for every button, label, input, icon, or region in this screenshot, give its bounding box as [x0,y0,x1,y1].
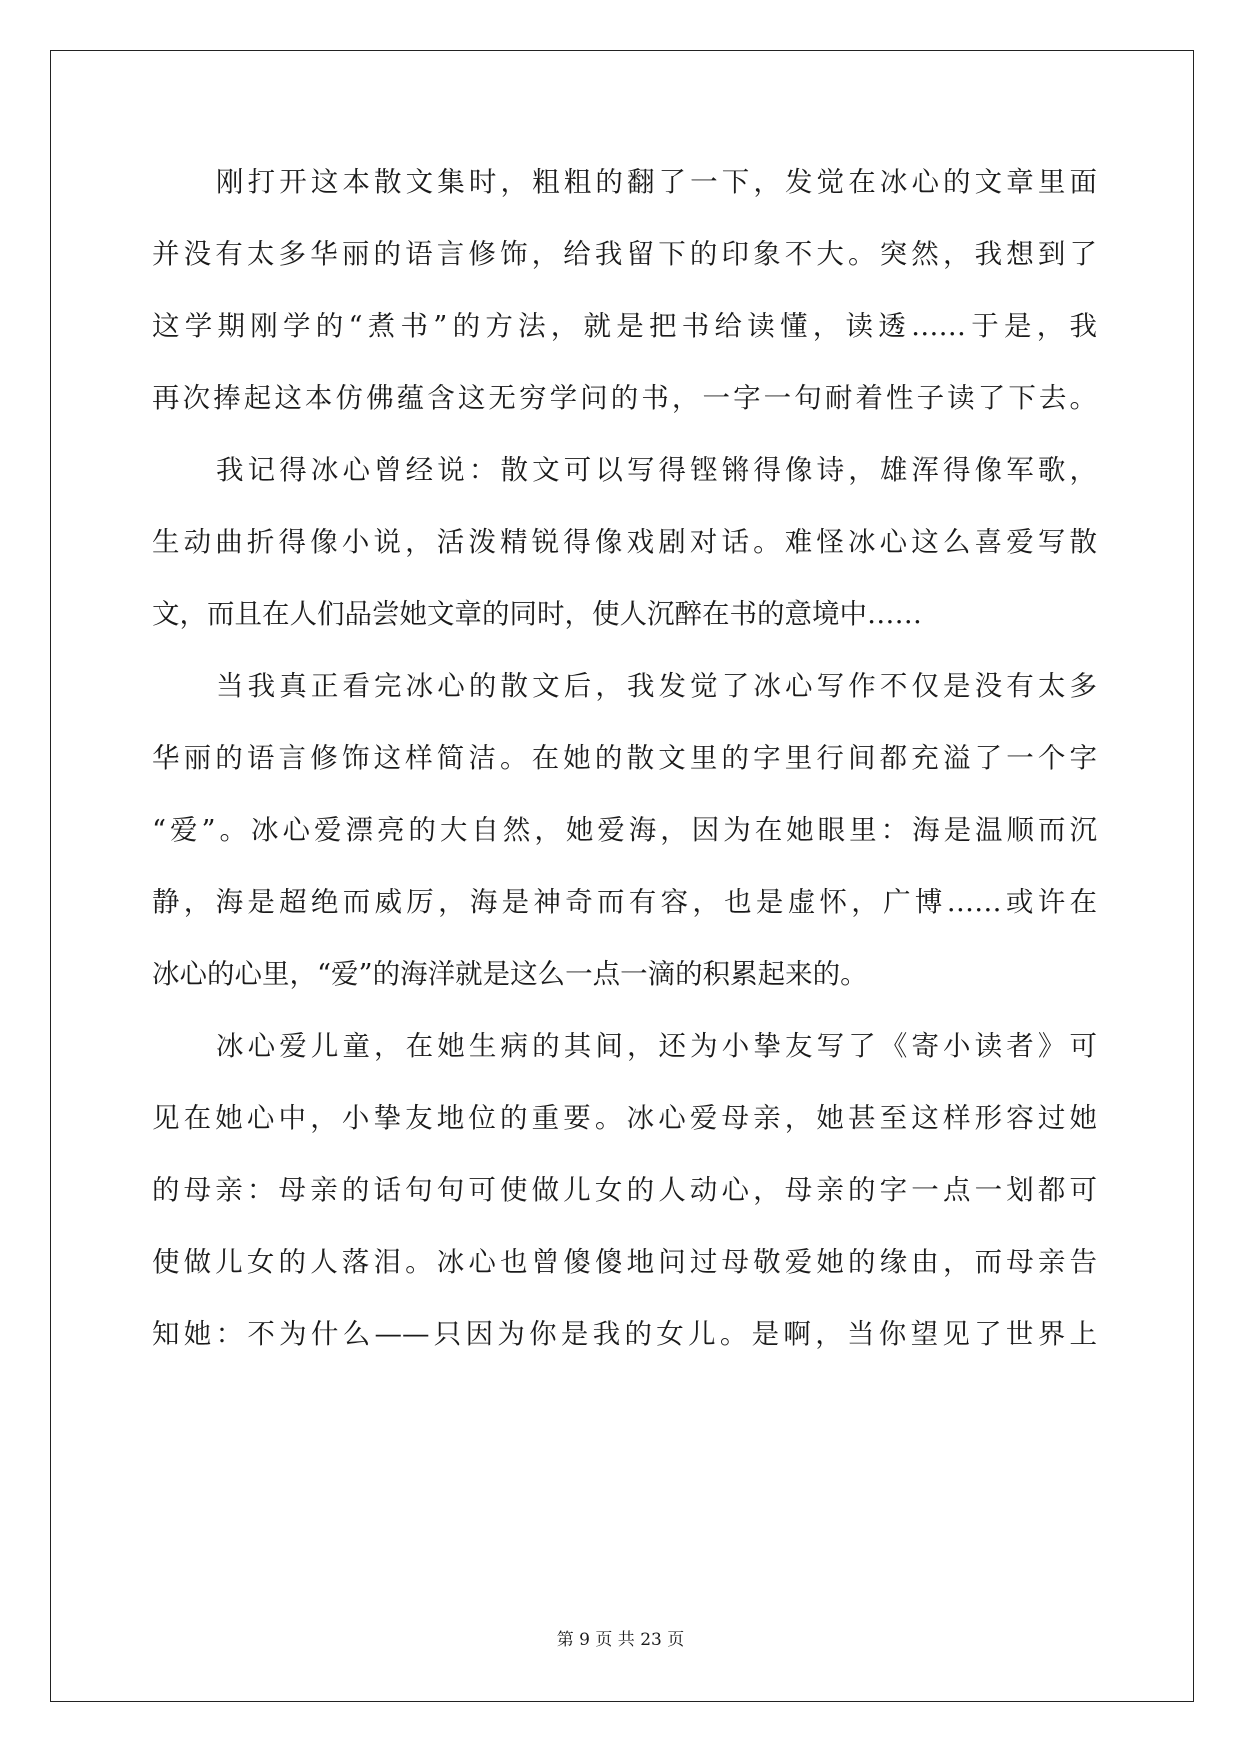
page-border [50,50,1194,1702]
text-line: 的母亲：母亲的话句句可使做儿女的人动心，母亲的字一点一划都可 [152,1174,1097,1206]
text-line: 文，而且在人们品尝她文章的同时，使人沉醉在书的意境中…… [152,598,922,630]
text-line: 生动曲折得像小说，活泼精锐得像戏剧对话。难怪冰心这么喜爱写散 [152,526,1097,558]
text-line: 使做儿女的人落泪。冰心也曾傻傻地问过母敬爱她的缘由，而母亲告 [152,1246,1097,1278]
text-line: 再次捧起这本仿佛蕴含这无穷学问的书，一字一句耐着性子读了下去。 [152,382,1097,414]
text-line: 华丽的语言修饰这样简洁。在她的散文里的字里行间都充溢了一个字 [152,742,1097,774]
text-line: “爱”。冰心爱漂亮的大自然，她爱海，因为在她眼里：海是温顺而沉 [152,814,1097,846]
text-line: 这学期刚学的“煮书”的方法，就是把书给读懂，读透……于是，我 [152,310,1097,342]
text-line: 见在她心中，小挚友地位的重要。冰心爱母亲，她甚至这样形容过她 [152,1102,1097,1134]
text-line: 静，海是超绝而威厉，海是神奇而有容，也是虚怀，广博……或许在 [152,886,1097,918]
text-line: 知她：不为什么——只因为你是我的女儿。是啊，当你望见了世界上 [152,1318,1097,1350]
page-number: 第 9 页 共 23 页 [556,1630,685,1650]
text-line: 当我真正看完冰心的散文后，我发觉了冰心写作不仅是没有太多 [216,670,1097,702]
text-line: 我记得冰心曾经说：散文可以写得铿锵得像诗，雄浑得像军歌， [216,454,1097,486]
text-line: 刚打开这本散文集时，粗粗的翻了一下，发觉在冰心的文章里面 [216,166,1097,198]
text-line: 并没有太多华丽的语言修饰，给我留下的印象不大。突然，我想到了 [152,238,1097,270]
text-line: 冰心的心里，“爱”的海洋就是这么一点一滴的积累起来的。 [152,958,868,990]
text-line: 冰心爱儿童，在她生病的其间，还为小挚友写了《寄小读者》可 [216,1030,1097,1062]
